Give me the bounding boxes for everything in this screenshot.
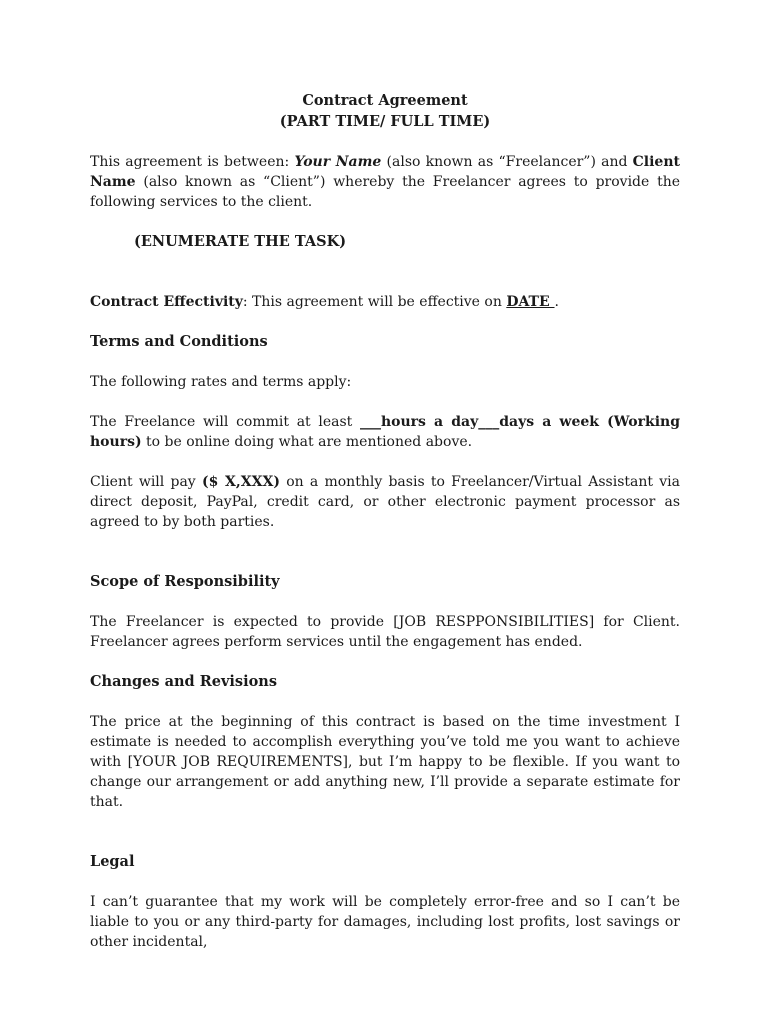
commit-text-1: The Freelance will commit at least — [90, 414, 360, 430]
changes-heading: Changes and Revisions — [90, 673, 277, 690]
legal-heading: Legal — [90, 853, 135, 870]
effectivity-paragraph — [90, 292, 680, 312]
scope-paragraph: The Freelancer is expected to provide [JOB RESPPONSIBILITIES] for Client. Freelancer agrees perform services until the engagement has ended. — [90, 614, 680, 650]
effectivity-text-1: : This agreement will be effective on — [242, 294, 507, 310]
contract-document — [90, 90, 680, 952]
amount-placeholder: ($ X,XXX) — [201, 474, 280, 490]
pay-text-2: on a monthly basis to Freelancer/Virtual Assistant via direct deposit, PayPal, credit card, or other electronic payment processor as agreed to by both parties. — [90, 474, 680, 530]
working-hours-placeholder: ___hours a day___days a week (Working hours) — [90, 414, 680, 450]
intro-text-2: (also known as “Freelancer”) and — [381, 154, 633, 170]
enumerate-task: (ENUMERATE THE TASK) — [134, 233, 347, 250]
changes-paragraph: The price at the beginning of this contract is based on the time investment I estimate is needed to accomplish everything you’ve told me you want to achieve with [YOUR JOB REQUIREMENTS], but I’m happy to be flexible. If you want to change our arrangement or add anything new, I’ll provide a separate estimate for that. — [90, 714, 680, 810]
intro-text-3: (also known as “Client”) whereby the Freelancer agrees to provide the following services to the client. — [90, 174, 680, 210]
commit-text-2: to be online doing what are mentioned above. — [141, 434, 473, 450]
document-subtitle: (PART TIME/ FULL TIME) — [279, 113, 491, 130]
legal-paragraph: I can’t guarantee that my work will be completely error-free and so I can’t be liable to you or any third-party for damages, including lost profits, lost savings or other incidental, — [90, 894, 680, 950]
title-block — [90, 90, 680, 132]
date-placeholder: DATE — [506, 294, 555, 310]
commit-paragraph — [90, 412, 680, 452]
client-name-placeholder: Client Name — [90, 154, 680, 190]
pay-paragraph — [90, 472, 680, 532]
intro-text-1: This agreement is between: — [90, 154, 295, 170]
effectivity-text-2: . — [554, 294, 559, 310]
intro-paragraph — [90, 152, 680, 212]
your-name-placeholder: Your Name — [294, 154, 382, 170]
terms-intro: The following rates and terms apply: — [90, 374, 352, 390]
effectivity-label: Contract Effectivity — [90, 294, 243, 310]
scope-heading: Scope of Responsibility — [90, 573, 280, 590]
document-title: Contract Agreement — [302, 92, 468, 109]
terms-heading: Terms and Conditions — [90, 333, 268, 350]
pay-text-1: Client will pay — [90, 474, 202, 490]
